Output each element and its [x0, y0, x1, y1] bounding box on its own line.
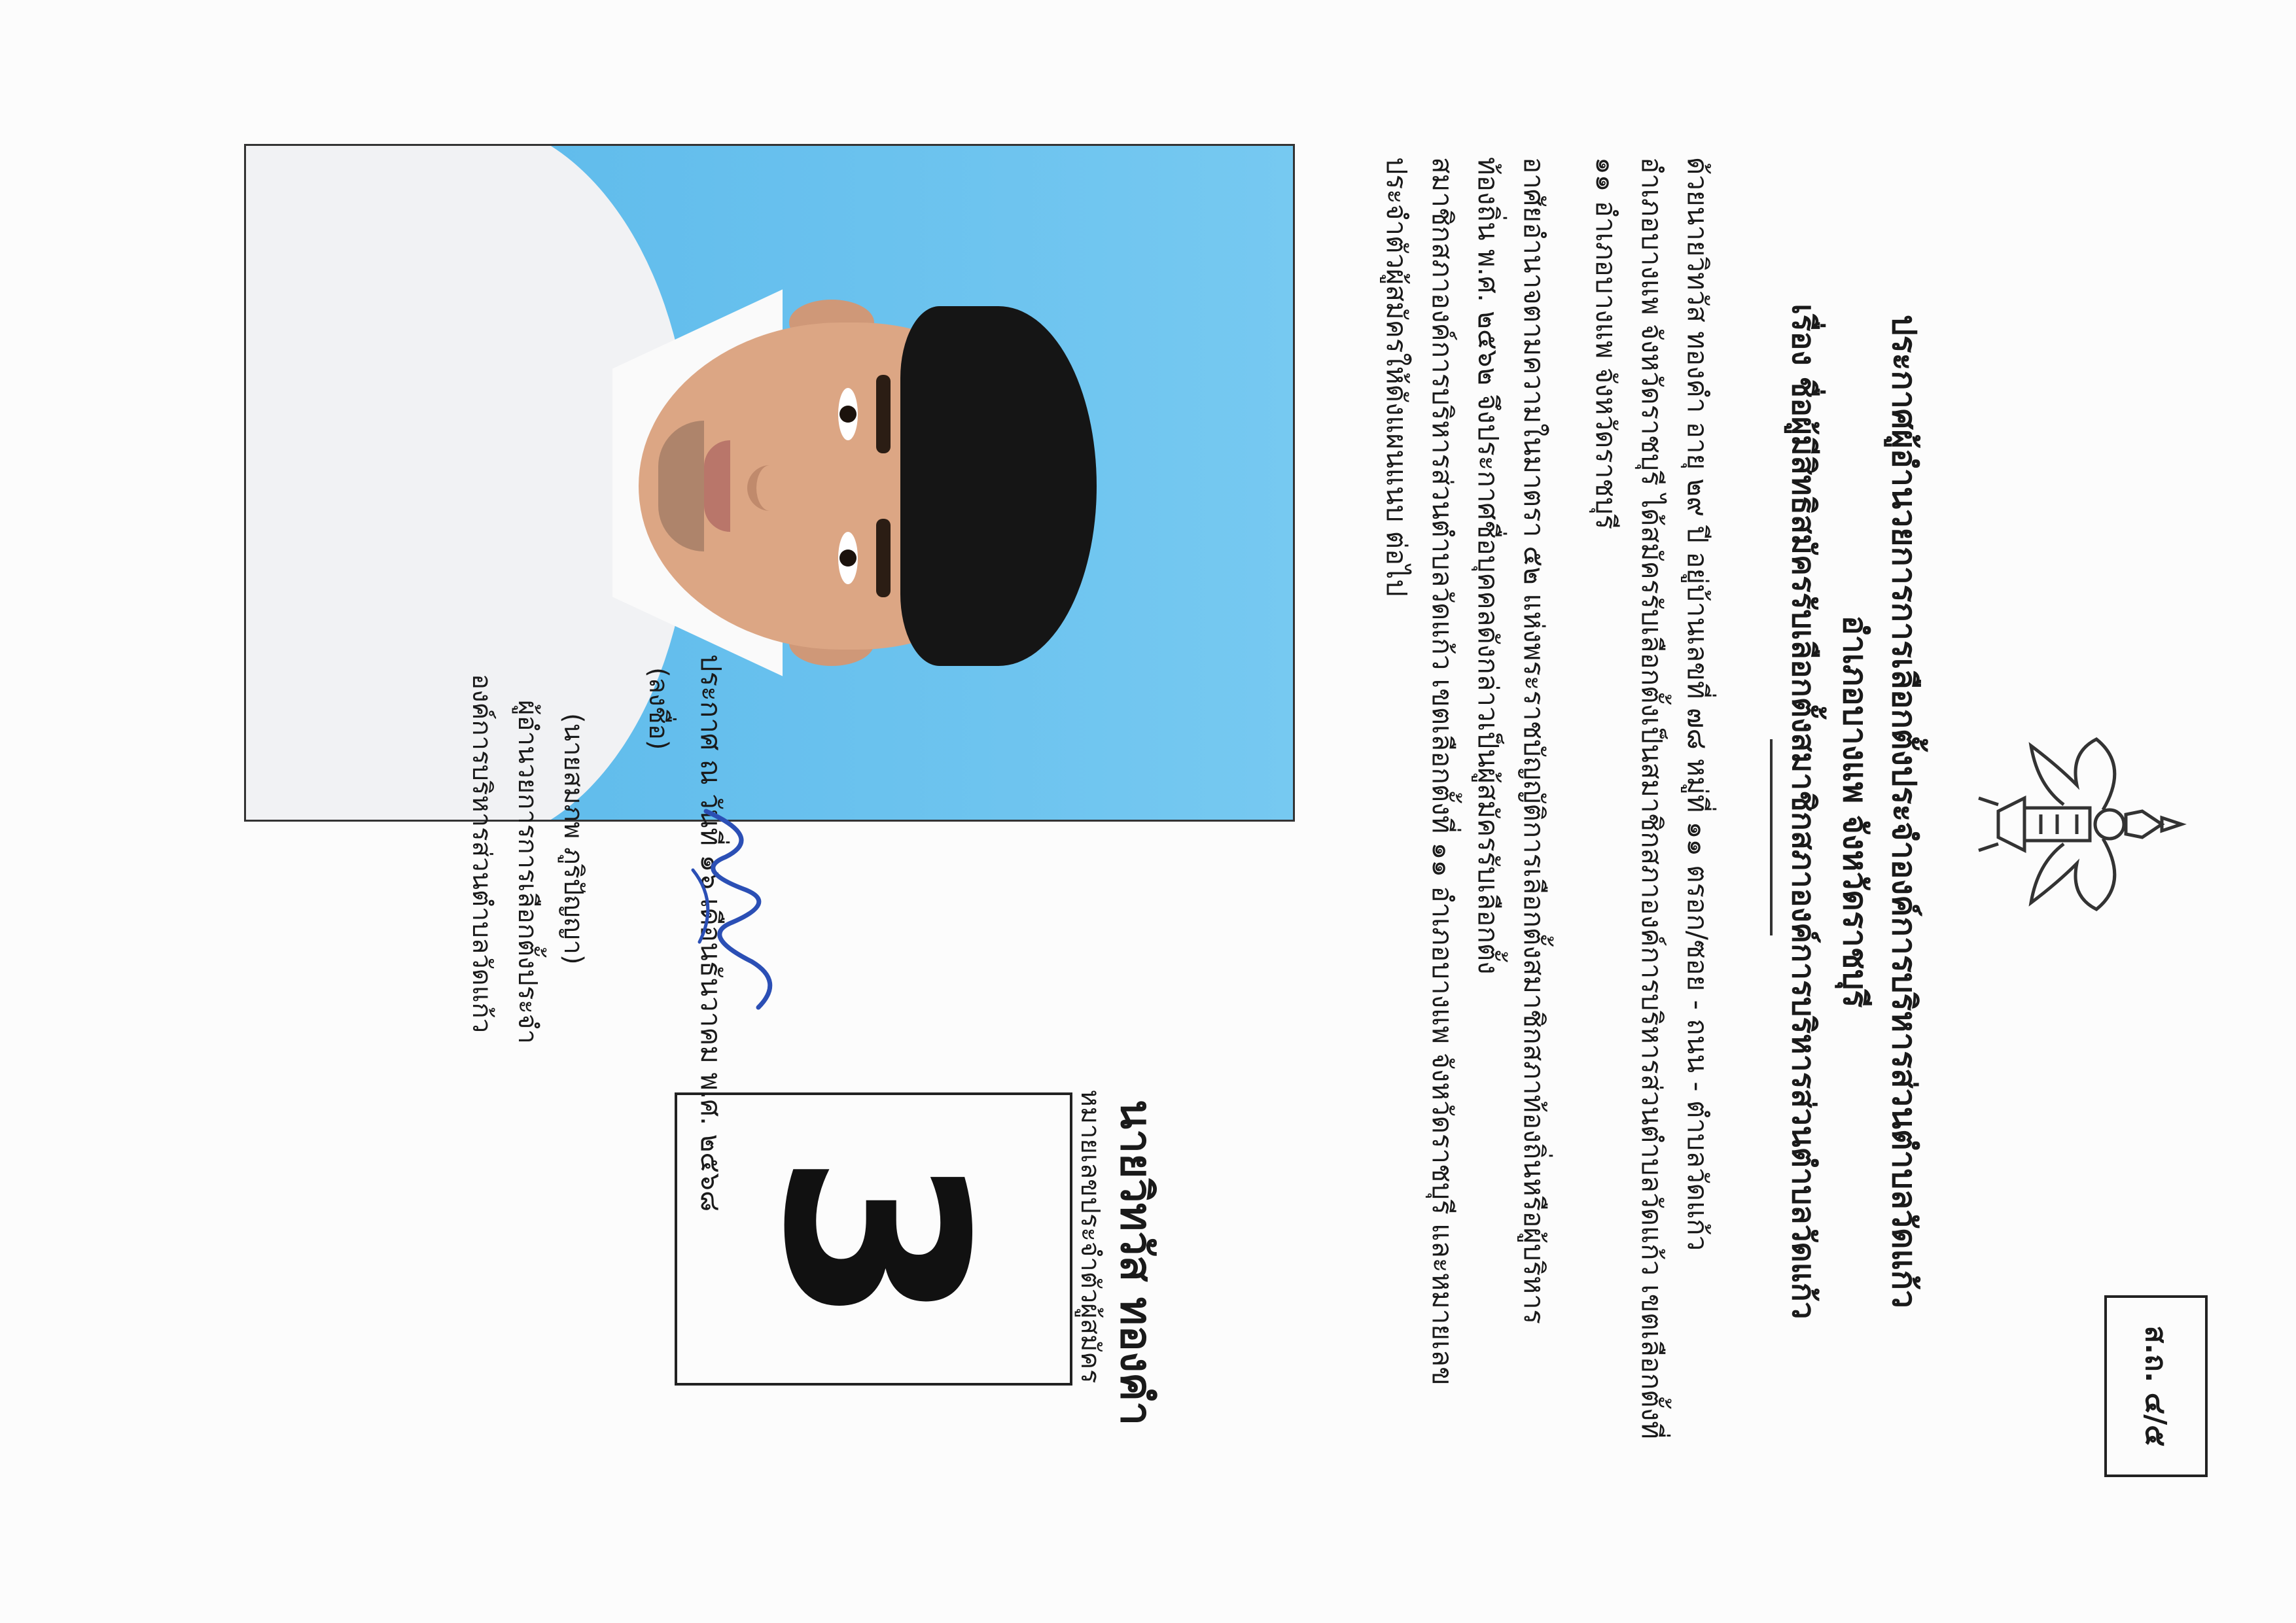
- candidate-photo: [244, 144, 1295, 822]
- header-subject: เรื่อง ชื่อผู้มีสิทธิสมัครรับเลือกตั้งสมาชิกสภาองค์การบริหารส่วนตำบลวัดแก้ว: [1785, 304, 1822, 1319]
- signature-label: (ลงชื่อ): [643, 667, 673, 750]
- garuda-emblem-icon: [1972, 726, 2188, 922]
- signature-mark: [673, 798, 804, 1034]
- candidate-number-label: หมายเลขประจำตัวผู้สมัคร: [1075, 1089, 1105, 1384]
- body-line-7: ประจำตัวผู้สมัครให้ดังแผนแนบ ต่อไป: [1381, 157, 1413, 597]
- body-line-2: อำเภอบางแพ จังหวัดราชบุรี ได้สมัครรับเลือกตั้งเป็นสมาชิกสภาองค์การบริหารส่วนตำบลวัดแก้ว เขตเลือกตั้งที่: [1636, 157, 1668, 1439]
- form-code: ส.ถ. ๔/๕: [2104, 1295, 2208, 1477]
- body-line-3: ๑๑ อำเภอบางแพ จังหวัดราชบุรี: [1590, 157, 1622, 530]
- signer-position-2: องค์การบริหารส่วนตำบลวัดแก้ว: [467, 674, 497, 1034]
- body-line-5: ท้องถิ่น พ.ศ. ๒๕๖๒ จึงประกาศชื่อบุคคลดังกล่าวเป็นผู้สมัครรับเลือกตั้ง: [1472, 157, 1504, 975]
- signer-name: (นายสมภพ ภูริปัญญา): [558, 713, 588, 965]
- signer-position-1: ผู้อำนวยการการเลือกตั้งประจำ: [512, 700, 542, 1044]
- body-line-6: สมาชิกสภาองค์การบริหารส่วนตำบลวัดแก้ว เขตเลือกตั้งที่ ๑๑ อำเภอบางแพ จังหวัดราชบุรี และหมายเลข: [1426, 157, 1458, 1386]
- body-line-4: อาศัยอำนาจตามความในมาตรา ๕๒ แห่งพระราชบัญญัติการเลือกตั้งสมาชิกสภาท้องถิ่นหรือผู้บริหาร: [1518, 157, 1550, 1325]
- header-line-2: อำเภอบางแพ จังหวัดราชบุรี: [1836, 615, 1874, 1008]
- header-line-1: ประกาศผู้อำนวยการการเลือกตั้งประจำองค์การบริหารส่วนตำบลวัดแก้ว: [1885, 314, 1923, 1309]
- candidate-number-box: [675, 1092, 1072, 1386]
- candidate-number: 3: [729, 1152, 1019, 1326]
- header-divider: [1770, 739, 1773, 935]
- body-line-1: ด้วยนายวิทวัส ทองคำ อายุ ๒๙ ปี อยู่บ้านเลขที่ ๗๘ หมู่ที่ ๑๑ ตรอก/ซอย - ถนน - ตำบลวัดแก้ว: [1682, 157, 1714, 1251]
- candidate-name: นายวิทวัส ทองคำ: [1111, 1099, 1161, 1426]
- announce-date: ประกาศ ณ วันที่ ๑๖ เดือนธันวาคม พ.ศ. ๒๕๖๘: [695, 654, 727, 1212]
